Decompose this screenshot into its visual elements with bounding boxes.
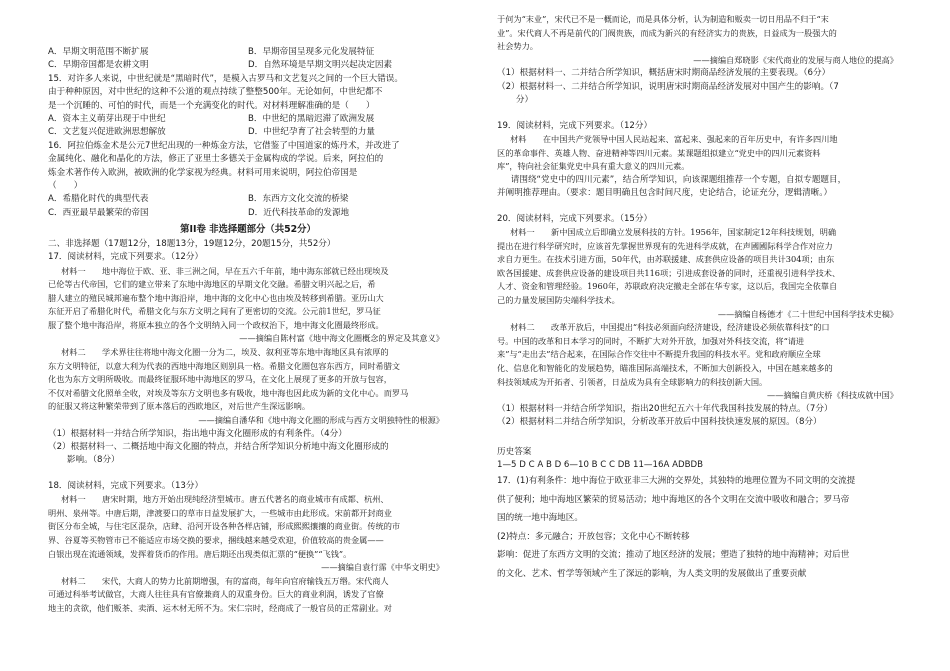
- requirement-line: （2）根据材料一、二概括地中海文化圈的特点，并结合所学知识分析地中海文化圈形成的: [48, 442, 389, 453]
- material-line: 欧各国援建、成套供应设备的建设项目共116项；引进成套设备的同时，还重视引进科学技术、: [497, 267, 841, 278]
- material-line: 材料一 唐宋时期，地方开始出现纯经济型城市。唐五代著名的商业城市有成都、杭州、: [61, 494, 389, 505]
- question-16: [48, 140, 448, 194]
- q16-options: [48, 193, 448, 206]
- material-source: ——摘编自郑晓影《宋代商业的发展与商人地位的提高》: [693, 54, 898, 65]
- q20-requirement-1: （1）根据材料一并结合所学知识，指出20世纪五六十年代我国科技发展的特点。（7分）: [497, 403, 833, 414]
- option-c: C．西亚最早最繁荣的帝国: [48, 207, 149, 218]
- option-a: A．早期文明范围不断扩展: [48, 47, 149, 57]
- right-column: [497, 0, 902, 583]
- q15-options-2: [48, 126, 448, 139]
- q20-requirement-2: （2）根据材料二并结合所学知识，分析改革开放后中国科技快速发展的原因。（8分）: [497, 417, 822, 428]
- material-line: 提出在进行科学研究时，应该首先掌握世界现有的先进科学成就，在声國國际科学合作对应力: [497, 240, 833, 251]
- material-source: ——摘编自杨德才《二十世纪中国科学技术史稿》: [717, 308, 898, 319]
- requirement-line: 影响。（8分）: [66, 455, 120, 466]
- option-a: A．希腊化时代的典型代表: [48, 194, 149, 205]
- option-d: D．近代科技革命的发源地: [248, 207, 350, 218]
- material-line: 社会势力。: [497, 41, 538, 52]
- material-line: 于何为“末业”，宋代已不是一概而论，而是具体分析，认为制造和贩卖一切日用品不归于“末: [497, 14, 829, 24]
- q19-requirement: [497, 174, 902, 201]
- requirement-line: 并阐明推荐理由。（要求：题目明确且包含时间尺度，史论结合，论证充分，逻辑清晰。）: [497, 188, 833, 199]
- material-line: 求自力更生。在技术引进方面，50年代，由苏联援建、成套供应设备的项目共计304项；由东: [497, 254, 835, 265]
- answer-line: 国的统一地中海地区。: [497, 513, 583, 524]
- answer-choices: 1—5 D C A B D 6—10 B C C DB 11—16A ADBDB: [497, 459, 703, 470]
- material-line: 服了整个地中海沿岸，将原本独立的各个文明纳入同一个政权治下，地中海文化圈最终形成。: [48, 319, 384, 330]
- q14-options-2: [48, 59, 448, 72]
- material-line: 化、信息化和智能化的发展趋势，瞄准国际高端技术，不断加大创新投入，中国在越来越多的: [497, 362, 833, 373]
- material-line: 业”。宋代商人不再是前代的门阀贵族，而成为新兴的有经济实力的贵族，日益成为一股强大的: [497, 27, 837, 38]
- material-line: 白银出现在流通领域，发挥着货币的作用。唐后期还出现类似汇票的“便换”“飞钱”。: [48, 548, 352, 559]
- material-line: 科技领域成为开拓者、引领者，日益成为具有全球影响力的科技创新大国。: [497, 376, 768, 387]
- answer-line: 供了便利；地中海地区繁荣的贸易活动；地中海地区的各个文明在交流中吸收和融合；罗马帝: [497, 494, 850, 505]
- material-line: 腊人建立的殖民城邦遍布整个地中海沿岸，地中海的文化中心也由埃及转移到希腊。亚历山大: [48, 292, 384, 303]
- material-line: 材料 在中国共产党领导中国人民站起来、富起来、强起来的百年历史中，有许多四川地: [510, 134, 838, 144]
- option-d: D．自然环境是早期文明兴起决定因素: [248, 60, 393, 71]
- q17-heading: 17．阅读材料，完成下列要求。（12分）: [48, 252, 204, 263]
- q15-line: 是一个沉睡的、可怕的时代，而是一个充满变化的时代。对材料理解准确的是（ ）: [48, 100, 375, 111]
- q18-material-2-continued: [497, 13, 902, 67]
- material-line: 化也为东方文明所吸收。而最终征服环地中海地区的罗马，在文化上展现了更多的开放与包容，: [48, 374, 392, 385]
- material-line: 已伦等古代帝国，它们的建立带来了东地中海地区的早期文化交融。希腊文明兴起之后，希: [48, 279, 376, 290]
- q15-line: 15．对许多人来说，中世纪就是“黑暗时代”，是模入古罗马和文艺复兴之间的一个巨大错误。: [48, 73, 403, 84]
- option-d: D．中世纪孕育了社会转型的力量: [248, 127, 375, 138]
- question-15: [48, 73, 448, 113]
- answer-17-2: [497, 528, 902, 584]
- answer-title: 历史答案: [497, 446, 532, 457]
- material-line: 地主的贪欲，他们贩茶、卖酒、运木材无所不为。宋仁宗时，经商成了一般官员的正常副业。对: [48, 603, 392, 613]
- q18-material-2: [48, 575, 448, 616]
- q14-options: [48, 46, 448, 59]
- material-source: ——摘编自袁行霈《中华文明史》: [321, 562, 444, 573]
- material-line: 界、谷夏等买物管市已不能适应市场交换的要求，捆线越来越受欢迎，价值较高的贵金属——: [48, 535, 384, 546]
- option-b: B．早期帝国呈现多元化发展特征: [248, 47, 375, 57]
- answer-line: 17．(1)有利条件：地中海位于欧亚非三大洲的交界处，其独特的地理位置为不同文明的交流提: [497, 476, 856, 487]
- q18-heading: 18．阅读材料，完成下列要求。（13分）: [48, 480, 204, 491]
- material-line: 来”与“走出去”结合起来，在国际合作交往中不断提升我国的科技水平。党和政府顺应全球: [497, 349, 821, 360]
- material-line: 材料一 新中国成立后即确立发展科技的方针。1956年，国家制定12年科技规划，明确: [510, 227, 837, 237]
- part2-title: 第II卷 非选择题部分（共52分）: [180, 224, 316, 236]
- q19-material: [497, 133, 902, 174]
- material-line: 己的力量发展国防尖端科学技术。: [497, 294, 620, 305]
- material-source: ——摘编自黄庆桥《科技成就中国》: [766, 390, 898, 401]
- option-b: B．东西方文化交流的桥梁: [248, 194, 349, 205]
- q20-heading: 20．阅读材料，完成下列要求。（15分）: [497, 213, 653, 224]
- material-line: 的征服又将这种繁荣带到了原本落后的西欧地区，对后世产生深远影响。: [48, 401, 311, 412]
- requirement-line: 请围绕“党史中的四川元素”，结合所学知识，向该课题组推荐一个专题，自拟专题题目，: [510, 174, 847, 185]
- option-a: A．资本主义萌芽出现于中世纪: [48, 114, 166, 125]
- material-line: 可通过科举考试做官，大商人往往具有官僚兼商人的双重身份。巨大的商业利润，诱发了官僚: [48, 589, 384, 600]
- q16-line: （ ）: [48, 181, 83, 192]
- material-line: 号。中国的改革和日本学习的同时，不断扩大对外开放，加强对外科技交流，将“请进: [497, 335, 805, 346]
- material-source: ——摘编自潘华和《地中海文化圈的形成与西方文明独特性的根源》: [198, 415, 444, 426]
- answer-line: 影响：促进了东西方文明的交流；推动了地区经济的发展；塑造了独特的地中海精神；对后世: [497, 550, 850, 561]
- q15-options: [48, 113, 448, 126]
- material-line: 不仅对希腊文化照单全收，对埃及等东方文明也多有吸收，地中海也因此成为新的文化中心。而罗马: [48, 387, 409, 398]
- material-line: 东方文明特征，以意大利为代表的西地中海地区则别具一格。希腊文化圈包容东西方，同时希腊文: [48, 360, 401, 371]
- option-b: B．中世纪的黑暗迟滞了欧洲发展: [248, 114, 375, 125]
- q20-material-1: [497, 226, 902, 321]
- material-line: 材料二 宋代，大商人的势力比前期增强，有的富商，每年向官府输钱五万缗。宋代商人: [61, 575, 389, 586]
- q18-requirement-1: （1）根据材料一、二并结合所学知识，概括唐宋时期商品经济发展的主要表现。（6分）: [497, 68, 831, 79]
- material-line: 材料二 学术界往往将地中海文化圈一分为二，埃及、叙利亚等东地中海地区具有浓厚的: [61, 347, 389, 358]
- material-line: 区的革命事件、英雄人物、奋进精神等四川元素。某课题组拟建立“党史中的四川元素资料: [497, 147, 821, 158]
- material-line: 东征开启了希腊化时代，希腊文化与东方文明之间有了更密切的交流。公元前1世纪，罗马征: [48, 306, 381, 317]
- q18-requirement-2: [497, 81, 902, 108]
- q17-material-2: [48, 346, 448, 428]
- material-line: 街区分布全城，与住宅区混杂，店肆、沿河开设各种各样店铺，形成熙熙攘攘的商业街。传统的市: [48, 521, 401, 532]
- option-c: C．早期帝国都是农耕文明: [48, 60, 149, 71]
- requirement-line: 分）: [515, 95, 534, 106]
- q20-material-2: [497, 321, 902, 403]
- material-source: ——摘编自陈村富《地中海文化圈概念的界定及其意义》: [239, 333, 444, 344]
- material-line: 材料二 改革开放后，中国提出“科技必须面向经济建设，经济建设必须依靠科技”的口: [510, 322, 830, 333]
- q16-line: 金属纯化、融化和晶化的方法，修正了亚里士多德关于金属构成的学说。后来，阿拉伯的: [48, 154, 384, 165]
- material-line: 明州、泉州等。中唐后期，津渡要口的草市日益发展扩大，一些城市由此形成。宋前都开封商业: [48, 507, 392, 518]
- q17-requirement-2: [48, 441, 448, 468]
- material-line: 人才、资金和管理经验。1960年，苏联政府决定撤走全部在华专家，这以后，我国完全依靠自: [497, 281, 838, 292]
- requirement-line: （2）根据材料一、二并结合所学知识，说明唐宋时期商品经济发展对中国产生的影响。（7: [497, 81, 839, 92]
- answer-17-1: [497, 472, 902, 528]
- material-line: 库”，特向社会征集党史中具有重大意义的四川元素。: [497, 161, 690, 172]
- answer-line: (2)特点：多元融合；开放包容；文化中心不断转移: [497, 531, 690, 542]
- answer-line: 的文化、艺术、哲学等领域产生了深远的影响，为人类文明的发展做出了重要贡献: [497, 568, 807, 579]
- part2-intro: 二、非选择题（17题12分，18题13分，19题12分，20题15分，共52分）: [48, 238, 336, 249]
- q16-options-2: [48, 207, 448, 220]
- q19-heading: 19．阅读材料，完成下列要求。（12分）: [497, 120, 653, 131]
- option-c: C．文艺复兴促进欧洲思想解放: [48, 127, 166, 138]
- q16-line: 炼金术著作传入欧洲，被欧洲的化学家视为经典。材料可用来说明，阿拉伯帝国是: [48, 167, 358, 178]
- q16-line: 16．阿拉伯炼金术是公元7世纪出现的一种炼金方法，它借鉴了中国道家的炼丹术，并改进了: [48, 140, 400, 151]
- q17-material-1: [48, 265, 448, 347]
- q15-line: 由于种种原因，对中世纪的这种不公道的观点持续了整整500年。无论如何，中世纪都不: [48, 87, 383, 98]
- left-column: [48, 0, 448, 616]
- material-line: 材料一 地中海位于欧、亚、非三洲之间，早在五六千年前，地中海东部就已经出现埃及: [61, 265, 389, 276]
- q17-requirement-1: （1）根据材料一并结合所学知识，指出地中海文化圈形成的有利条件。（4分）: [48, 428, 347, 439]
- q18-material-1: [48, 493, 448, 575]
